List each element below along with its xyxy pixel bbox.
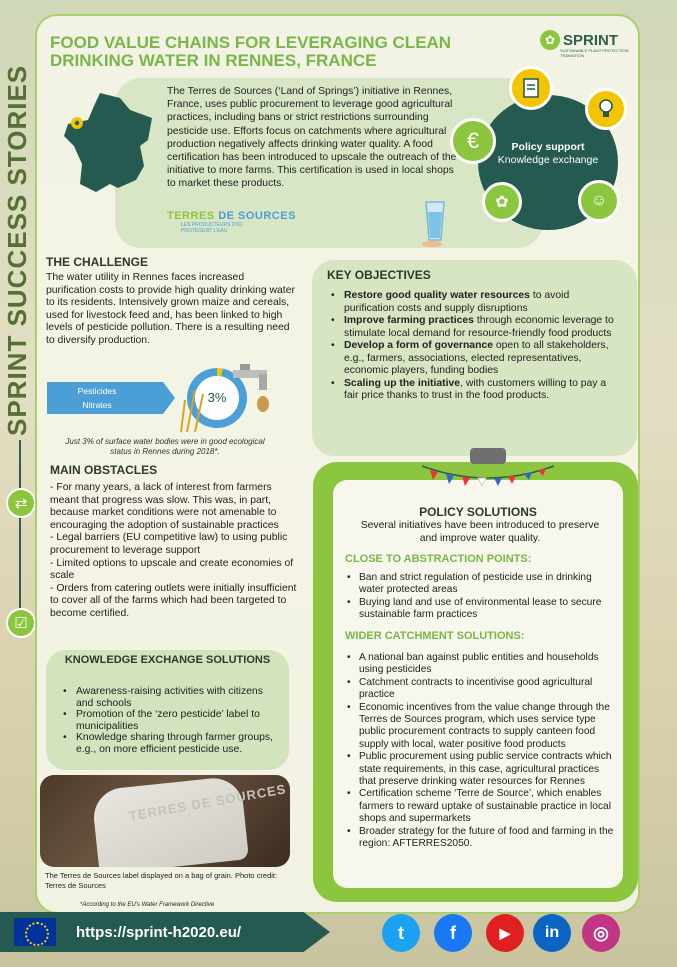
knowledge-item: • Awareness-raising activities with citizens and schools	[60, 686, 282, 709]
france-map-icon	[60, 88, 160, 198]
bag-label: TERRES DE SOURCES	[127, 781, 288, 824]
plant-icon: ✿	[482, 182, 522, 222]
close-abstraction-list	[345, 572, 615, 622]
terres-de-sources-logo	[167, 210, 296, 234]
obstacle-item: - Legal barriers (EU competitive law) to using public procurement to leverage support	[50, 532, 288, 556]
obstacle-item: - For many years, a lack of interest from farmers meant that progress was slow. This was, in part, because market conditions were not amenable to encouraging the adoption of sustainable practices	[50, 482, 279, 531]
policy-heading: POLICY SOLUTIONS	[419, 505, 537, 519]
obstacle-item: - Limited options to upscale and create economies of scale	[50, 557, 294, 582]
checklist-icon: ☑	[6, 608, 36, 638]
knowledge-list	[60, 686, 282, 756]
people-icon: ☺	[578, 180, 620, 222]
linkedin-icon[interactable]: in	[533, 914, 571, 952]
page-title: FOOD VALUE CHAINS FOR LEVERAGING CLEAN DRINKING WATER IN RENNES, FRANCE	[50, 33, 452, 70]
lightbulb-icon	[585, 88, 627, 130]
nitrates-label: Nitrates	[82, 400, 112, 410]
objective-item: • Develop a form of governance open to all stakeholders, e.g., farmers, associations, elected representatives, economic players, funding bodies	[330, 340, 622, 378]
policy-circle-line1: Policy support	[511, 141, 585, 153]
obstacles-heading: MAIN OBSTACLES	[50, 463, 158, 477]
obstacle-item: - Orders from catering outlets were initially insufficient to cover all of the farms which had been targeted to become certified.	[50, 582, 297, 619]
policy-item: • Broader strategy for the future of food and farming in the region: AFTERRES2050.	[345, 826, 615, 851]
footnote: *According to the EU’s Water Framework Directive	[80, 902, 215, 908]
tds-logo-part1: TERRES	[167, 210, 219, 222]
policy-item: • Ban and strict regulation of pesticide use in drinking water protected areas	[345, 572, 615, 597]
vertical-title: SPRINT SUCCESS STORIES	[2, 64, 32, 436]
objective-item: • Improve farming practices through economic leverage to stimulate local demand for resource-friendly food products	[330, 315, 622, 340]
side-divider-line	[19, 440, 21, 630]
knowledge-heading: KNOWLEDGE EXCHANGE SOLUTIONS	[64, 654, 271, 666]
photo-caption: The Terres de Sources label displayed on a bag of grain. Photo credit: Terres de Sources	[45, 871, 278, 890]
instagram-icon[interactable]: ◎	[582, 914, 620, 952]
objectives-heading: KEY OBJECTIVES	[327, 268, 431, 282]
chart-caption: Just 3% of surface water bodies were in good ecological status in Rennes during 2018*.	[65, 437, 265, 456]
facebook-icon[interactable]: f	[434, 914, 472, 952]
eu-flag-icon	[14, 918, 56, 946]
objective-item: • Restore good quality water resources to avoid purification costs and supply disruptions	[330, 290, 622, 315]
objective-item: • Scaling up the initiative, with customers willing to pay a fair price thanks to trust in the food products.	[330, 378, 622, 403]
document-icon	[509, 66, 553, 110]
pie-center-label: 3%	[207, 390, 227, 405]
youtube-icon[interactable]: ▶	[486, 914, 524, 952]
grain-bag	[91, 775, 249, 867]
knowledge-item: • Knowledge sharing through farmer groups, e.g., on more efficient pesticide use.	[60, 732, 282, 755]
policy-item: • Buying land and use of environmental lease to secure sustainable farm practices	[345, 597, 615, 622]
sprint-logo-subtext: SUSTAINABLE PLANT PROTECTION TRANSITION	[560, 48, 629, 58]
tds-logo-part2: DE SOURCES	[218, 210, 296, 222]
policy-circle-line2: Knowledge exchange	[497, 154, 599, 166]
policy-item: • Catchment contracts to incentivise good agricultural practice	[345, 677, 615, 702]
policy-item: • Public procurement using public service contracts which state requirements, in this case, agricultural practices that preserve drinking water resources for Rennes	[345, 751, 615, 788]
grain-bag-photo	[40, 775, 290, 867]
sprint-leaf-icon: ✿	[540, 30, 560, 50]
sprint-logo	[540, 30, 618, 50]
route-icon: ⇄	[6, 488, 36, 518]
close-abstraction-heading: CLOSE TO ABSTRACTION POINTS:	[345, 553, 532, 565]
intro-text: The Terres de Sources (‘Land of Springs’) initiative in Rennes, France, uses public procurement to leverage good agricultural practices, including bans or strict restrictions surrounding pesticide use. Efforts focus on catchments where agricultural production negatively affects drinking water quality. A food certification has been introduced to upscale the outreach of the initiative to more farms. This certification is used in local shops to market these products.	[167, 86, 457, 190]
policy-item: • Economic incentives from the value change through the Terres de Sources program, which uses service type public procurement contracts to supply canteen food supply with local, water positive food products	[345, 702, 615, 752]
policy-item: • Certification scheme ‘Terre de Source’, which enables farmers to reward uptake of sustainable practice in local shops and supermarkets	[345, 788, 615, 825]
wider-catchment-list	[345, 652, 615, 851]
bunting-tap-icon	[408, 448, 568, 488]
objectives-list	[330, 290, 622, 403]
tds-logo-sub2: PROTÈGENT L'EAU	[181, 228, 228, 234]
website-link[interactable]: https://sprint-h2020.eu/	[76, 924, 242, 941]
tds-logo-sub1: LES PRODUCTEURS D'ICI	[181, 222, 243, 228]
policy-subtitle: Several initiatives have been introduced to preserve and improve water quality.	[360, 520, 600, 544]
wider-catchment-heading: WIDER CATCHMENT SOLUTIONS:	[345, 630, 525, 642]
water-glass-icon	[420, 198, 450, 248]
challenge-text: The water utility in Rennes faces increased purification costs to provide high quality drinking water to its residents. Intensively grown maize and cereals, used for livestock feed and, has been linked to high levels of pesticide pollution. There is a resulting need to diversify production.	[46, 272, 295, 346]
twitter-icon[interactable]: t	[382, 914, 420, 952]
pesticides-label: Pesticides	[77, 386, 117, 396]
pollution-chart	[45, 360, 305, 435]
challenge-heading: THE CHALLENGE	[46, 255, 148, 269]
euro-icon: €	[450, 118, 496, 164]
policy-item: • A national ban against public entities and households using pesticides	[345, 652, 615, 677]
obstacles-text	[50, 482, 300, 621]
knowledge-item: • Promotion of the ‘zero pesticide’ label to municipalities	[60, 709, 282, 732]
sprint-logo-text: SPRINT	[563, 31, 619, 49]
